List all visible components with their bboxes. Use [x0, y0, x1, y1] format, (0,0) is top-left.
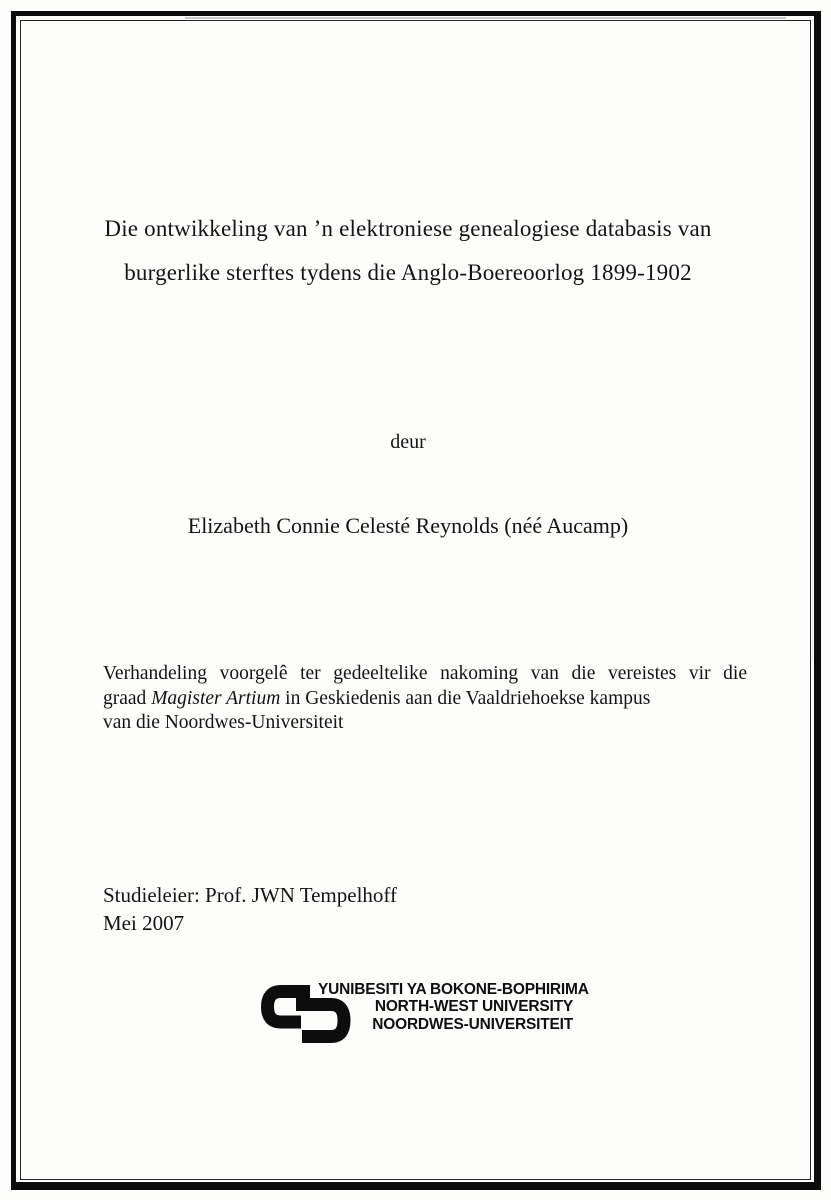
thesis-title-line1: Die ontwikkeling van ’n elektroniese genealogiese databasis van — [104, 216, 712, 241]
degree-statement-line3: van die Noordwes-Universiteit — [103, 712, 344, 733]
scan-artifact — [812, 120, 814, 660]
degree-statement-line2-suffix: in Geskiedenis aan die Vaaldriehoekse kampus — [280, 687, 651, 709]
degree-name: Magister Artium — [151, 687, 281, 709]
degree-statement-line1: Verhandeling voorgelê ter gedeeltelike nakoming van die vereistes vir die — [103, 663, 747, 684]
degree-statement — [103, 662, 747, 736]
author-name: Elizabeth Connie Celesté Reynolds (néé Aucamp) — [187, 513, 629, 538]
thesis-title — [30, 207, 786, 295]
thesis-title-line2: burgerlike sterftes tydens die Anglo-Boereoorlog 1899-1902 — [124, 260, 692, 285]
university-logo-text — [318, 981, 589, 1033]
degree-statement-line2 — [103, 687, 747, 712]
degree-statement-line2-prefix: graad — [103, 687, 152, 709]
scan-artifact — [185, 17, 786, 19]
logo-text-english: NORTH-WEST UNIVERSITY — [374, 998, 573, 1016]
supervisor-line: Studieleier: Prof. JWN Tempelhoff — [103, 883, 398, 907]
logo-text-setswana: YUNIBESITI YA BOKONE-BOPHIRIMA — [318, 981, 589, 998]
logo-text-afrikaans: NOORDWES-UNIVERSITEIT — [372, 1015, 573, 1033]
date-line: Mei 2007 — [103, 911, 185, 935]
byline-label: deur — [390, 431, 426, 453]
